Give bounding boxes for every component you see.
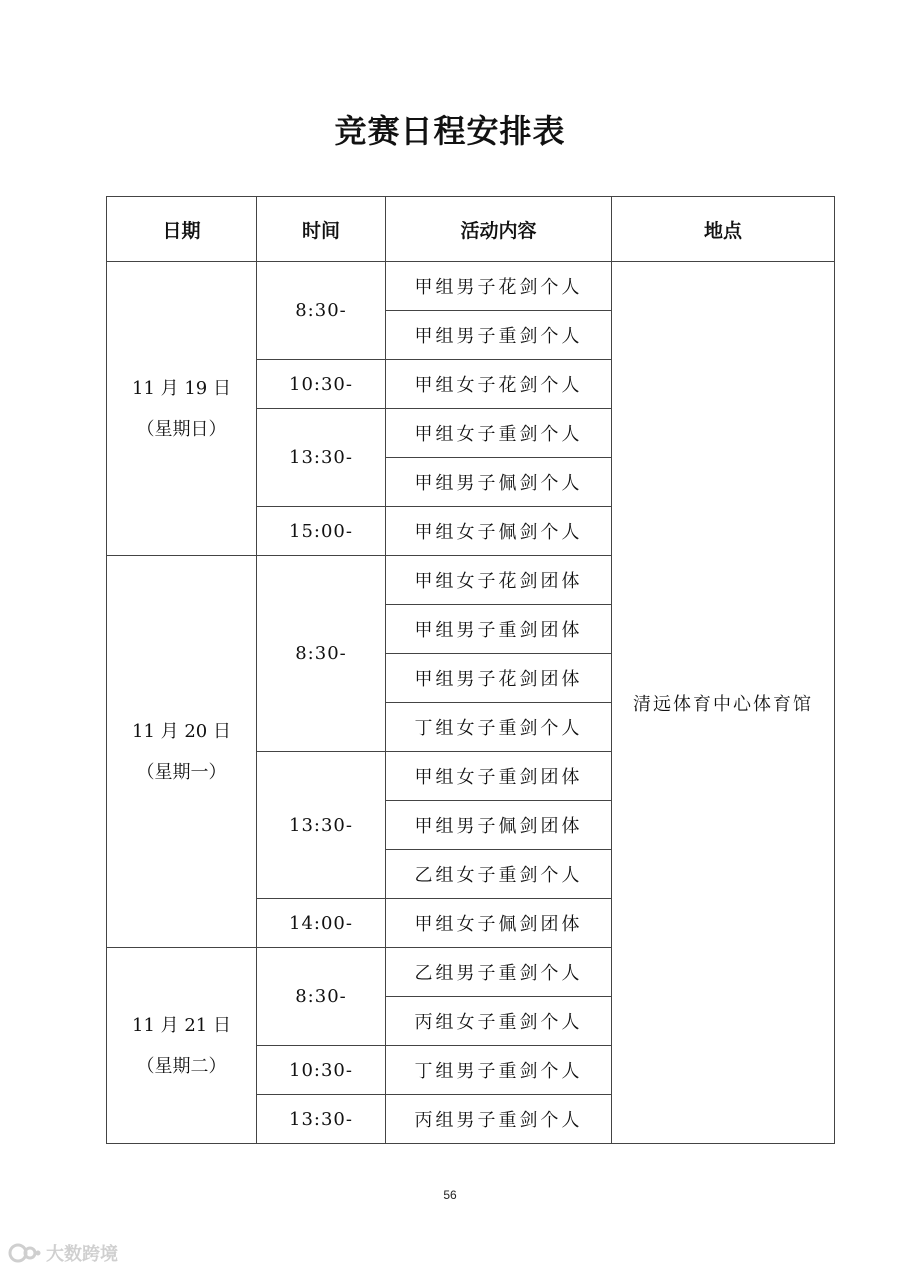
activity-cell: 丁组女子重剑个人 [386,703,612,752]
activity-cell: 丙组男子重剑个人 [386,1095,612,1144]
activity-cell: 甲组女子重剑个人 [386,409,612,458]
watermark-text: 大数跨境 [46,1244,118,1265]
watermark [8,1240,118,1266]
watermark-logo-icon [8,1240,42,1266]
weekday-text: （星期一） [136,761,227,783]
time-cell: 13:30- [257,1095,386,1144]
activity-cell: 甲组男子佩剑团体 [386,801,612,850]
activity-cell: 甲组女子花剑团体 [386,556,612,605]
activity-cell: 乙组女子重剑个人 [386,850,612,899]
time-cell: 8:30- [257,262,386,360]
header-time: 时间 [257,197,386,262]
time-cell: 10:30- [257,360,386,409]
date-text: 11 月 20 日 [132,720,231,742]
date-cell [107,556,257,948]
time-cell: 8:30- [257,556,386,752]
date-text: 11 月 21 日 [132,1014,231,1036]
page-title: 竞赛日程安排表 [334,112,566,150]
time-cell: 10:30- [257,1046,386,1095]
activity-cell: 甲组男子重剑个人 [386,311,612,360]
date-cell [107,948,257,1144]
venue-cell: 清远体育中心体育馆 [612,262,835,1144]
header-activity: 活动内容 [386,197,612,262]
activity-cell: 甲组男子花剑团体 [386,654,612,703]
activity-cell: 甲组男子花剑个人 [386,262,612,311]
page-number: 56 [443,1188,457,1202]
time-cell: 13:30- [257,409,386,507]
activity-cell: 甲组男子重剑团体 [386,605,612,654]
activity-cell: 丁组男子重剑个人 [386,1046,612,1095]
header-venue: 地点 [612,197,835,262]
activity-cell: 甲组男子佩剑个人 [386,458,612,507]
date-cell [107,262,257,556]
activity-cell: 乙组男子重剑个人 [386,948,612,997]
header-date: 日期 [107,197,257,262]
table-row [107,262,835,311]
activity-cell: 甲组女子佩剑个人 [386,507,612,556]
schedule-table [106,196,835,1144]
time-cell: 8:30- [257,948,386,1046]
table-header-row [107,197,835,262]
activity-cell: 丙组女子重剑个人 [386,997,612,1046]
date-text: 11 月 19 日 [132,377,231,399]
activity-cell: 甲组女子佩剑团体 [386,899,612,948]
time-cell: 14:00- [257,899,386,948]
activity-cell: 甲组女子重剑团体 [386,752,612,801]
time-cell: 13:30- [257,752,386,899]
weekday-text: （星期日） [136,418,227,440]
weekday-text: （星期二） [136,1055,227,1077]
activity-cell: 甲组女子花剑个人 [386,360,612,409]
time-cell: 15:00- [257,507,386,556]
